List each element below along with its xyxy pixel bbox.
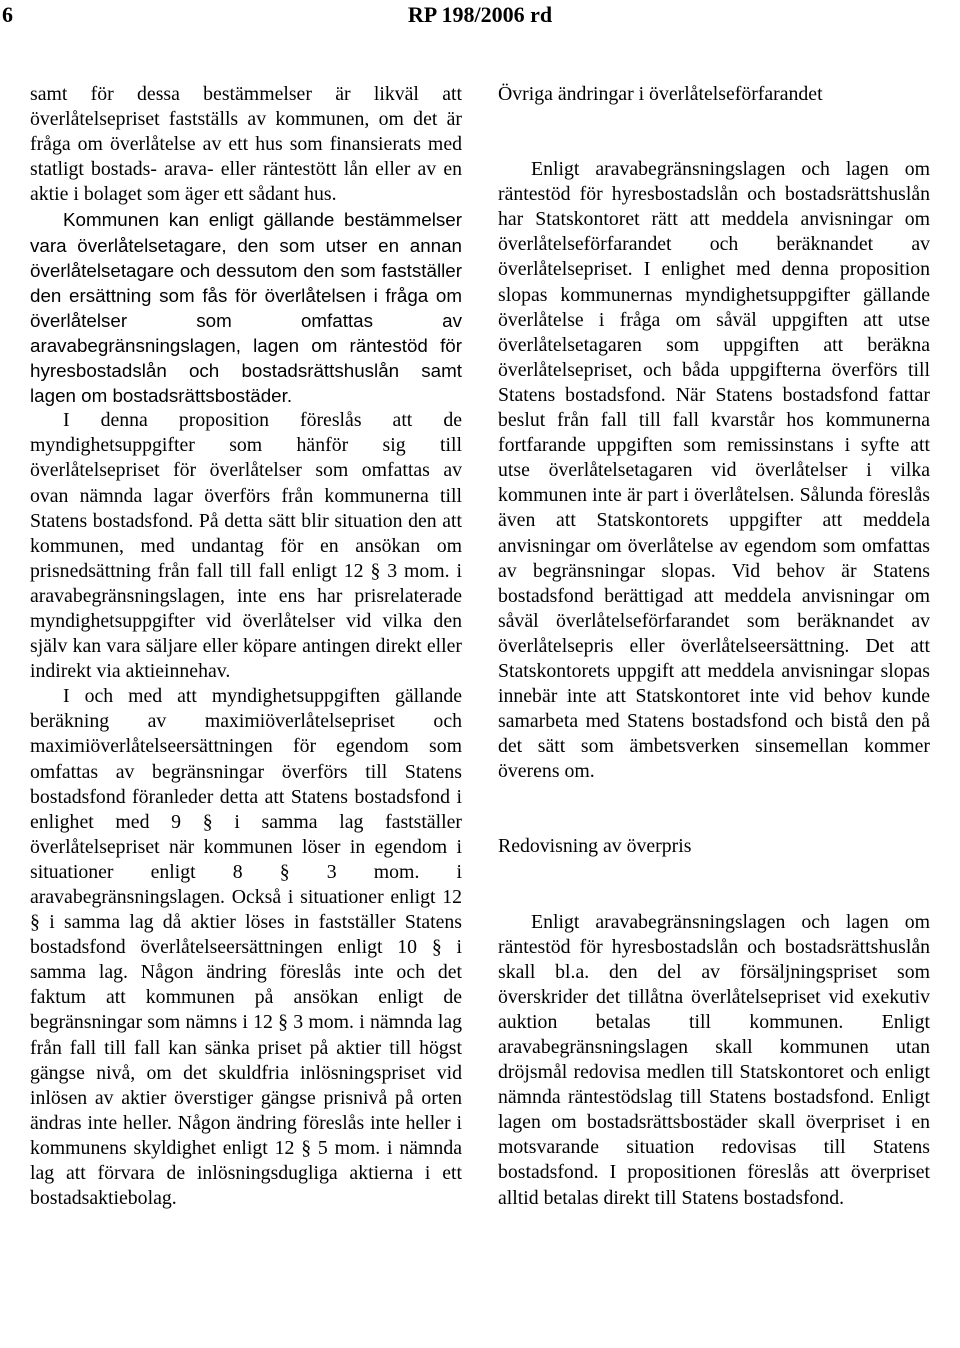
section-heading-transfer-procedure: Övriga ändringar i överlåtelseförfarandet — [498, 83, 823, 105]
left-paragraph-2: Kommunen kan enligt gällande bestämmelser vara överlåtelsetagare, den som utser en annan överlåtelsetagare och dessutom den som fastställer den ersättning som fås för överlåtelsen i fråga om överlåtelser som omfattas av aravabegränsningslagen, lagen om räntestöd för hyresbostadslån och bostadsrättshuslån samt lagen om bostadsrättsbostäder. — [30, 209, 462, 407]
document-reference: RP 198/2006 rd — [407, 2, 553, 27]
left-paragraph-4: I och med att myndighetsuppgiften gällande beräkning av maximiöverlåtelsepriset och maximiöverlåtelseersättningen för egendom som omfattas av begränsningar överförs till Statens bostadsfond föranleder detta att Statens bostadsfond i enlighet med 9 § i samma lag fastställer överlåtelsepriset när kommunen löser in egendom i situationer enligt 8 § 3 mom. i aravabegränsningslagen. Också i situationer enligt 12 § i samma lag då aktier löses in fastställer Statens bostadsfond överlåtelseersättningen enligt 10 § i samma lag. Någon ändring föreslås inte och det faktum att kommunen på ansökan enligt de begränsningar som nämns i 12 § 3 mom. i nämnda lag från fall till fall kan sänka priset på aktier till högst gängse nivå, om det skuldfria inlösningspriset vid inlösen av aktier överstiger gängse prisnivå på orten ändras inte heller. Någon ändring föreslås inte heller i kommunens skyldighet enligt 12 § 5 mom. i nämnda lag att förvara de inlösningsdugliga aktierna i ett bostadsaktiebolag. — [30, 685, 462, 1210]
right-column — [498, 82, 930, 1211]
page-header — [0, 0, 960, 40]
right-paragraph-1: Enligt aravabegränsningslagen och lagen om räntestöd för hyresbostadslån och bostadsrättshuslån har Statskontoret rätt att meddela anvisningar om överlåtelseförfarandet och beräknandet av överlåtelsepriset. I enlighet med denna proposition slopas kommunernas myndighetsuppgifter gällande överlåtelse i fråga om såväl uppgiften att utse överlåtelsetagaren som uppgiften att beräkna överlåtelsepriset, och båda uppgifterna överförs till Statens bostadsfond. När Statens bostadsfond fattar beslut från fall till fall kvarstår hos kommunerna fortfarande uppgiften som remissinstans i syfte att utse överlåtelsetagaren vid överlåtelser i vilka kommunen inte är part i överlåtelsen. Sålunda föreslås även att Statskontorets uppgifter att meddela anvisningar om överlåtelse av egendom som omfattas av begränsningar slopas. Vid behov är Statens bostadsfond berättigad att meddela anvisningar om såväl överlåtelseförfarandet som beräknandet av överlåtelsepris eller överlåtelseersättning. Det att Statskontorets uppgift att meddela anvisningar slopas innebär inte att Statskontoret inte vid behov kunde samarbeta med Statens bostadsfond och bistå den på det sätt som ämbetsverken sinsemellan kommer överens om. — [498, 158, 930, 783]
spacer — [498, 860, 930, 910]
left-column — [30, 82, 462, 1211]
page-number: 6 — [2, 2, 13, 27]
right-paragraph-2: Enligt aravabegränsningslagen och lagen om räntestöd för hyresbostadslån och bostadsrättshuslån skall bl.a. den del av försäljningspriset som överskrider det tillåtna överlåtelsepriset vid exekutiv auktion betalas till kommunen. Enligt aravabegränsningslagen skall kommunen utan dröjsmål redovisa medlen till Statskontoret och enligt nämnda räntestödslag till Statens bostadsfond. Enligt lagen om bostadsrättsbostäder skall överpriset i en motsvarande situation redovisas till Statens bostadsfond. I propositionen föreslås att överpriset alltid betalas direkt till Statens bostadsfond. — [498, 910, 930, 1209]
spacer — [498, 784, 930, 834]
left-paragraph-1: samt för dessa bestämmelser är likväl att överlåtelsepriset fastställs av kommunen, om det är fråga om överlåtelse av ett hus som finansierats med statligt bostads- arava- eller räntestött lån eller av en aktie i bolaget som äger ett sådant hus. — [30, 83, 462, 206]
left-paragraph-3: I denna proposition föreslås att de myndighetsuppgifter som hänför sig till överlåtelsepriset för överlåtelser som omfattas av ovan nämnda lagar överförs från kommunerna till Statens bostadsfond. På detta sätt blir situation den att kommunen, med undantag för en ansökan om prisnedsättning från fall till fall enligt 12 § 3 mom. i aravabegränsningslagen, inte ens har prisrelaterade myndighetsuppgifter vid överlåtelser vid vilka den själv kan vara säljare eller köpare antingen direkt eller indirekt via aktieinnehav. — [30, 409, 462, 683]
spacer — [498, 107, 930, 157]
section-heading-overprice: Redovisning av överpris — [498, 835, 692, 858]
